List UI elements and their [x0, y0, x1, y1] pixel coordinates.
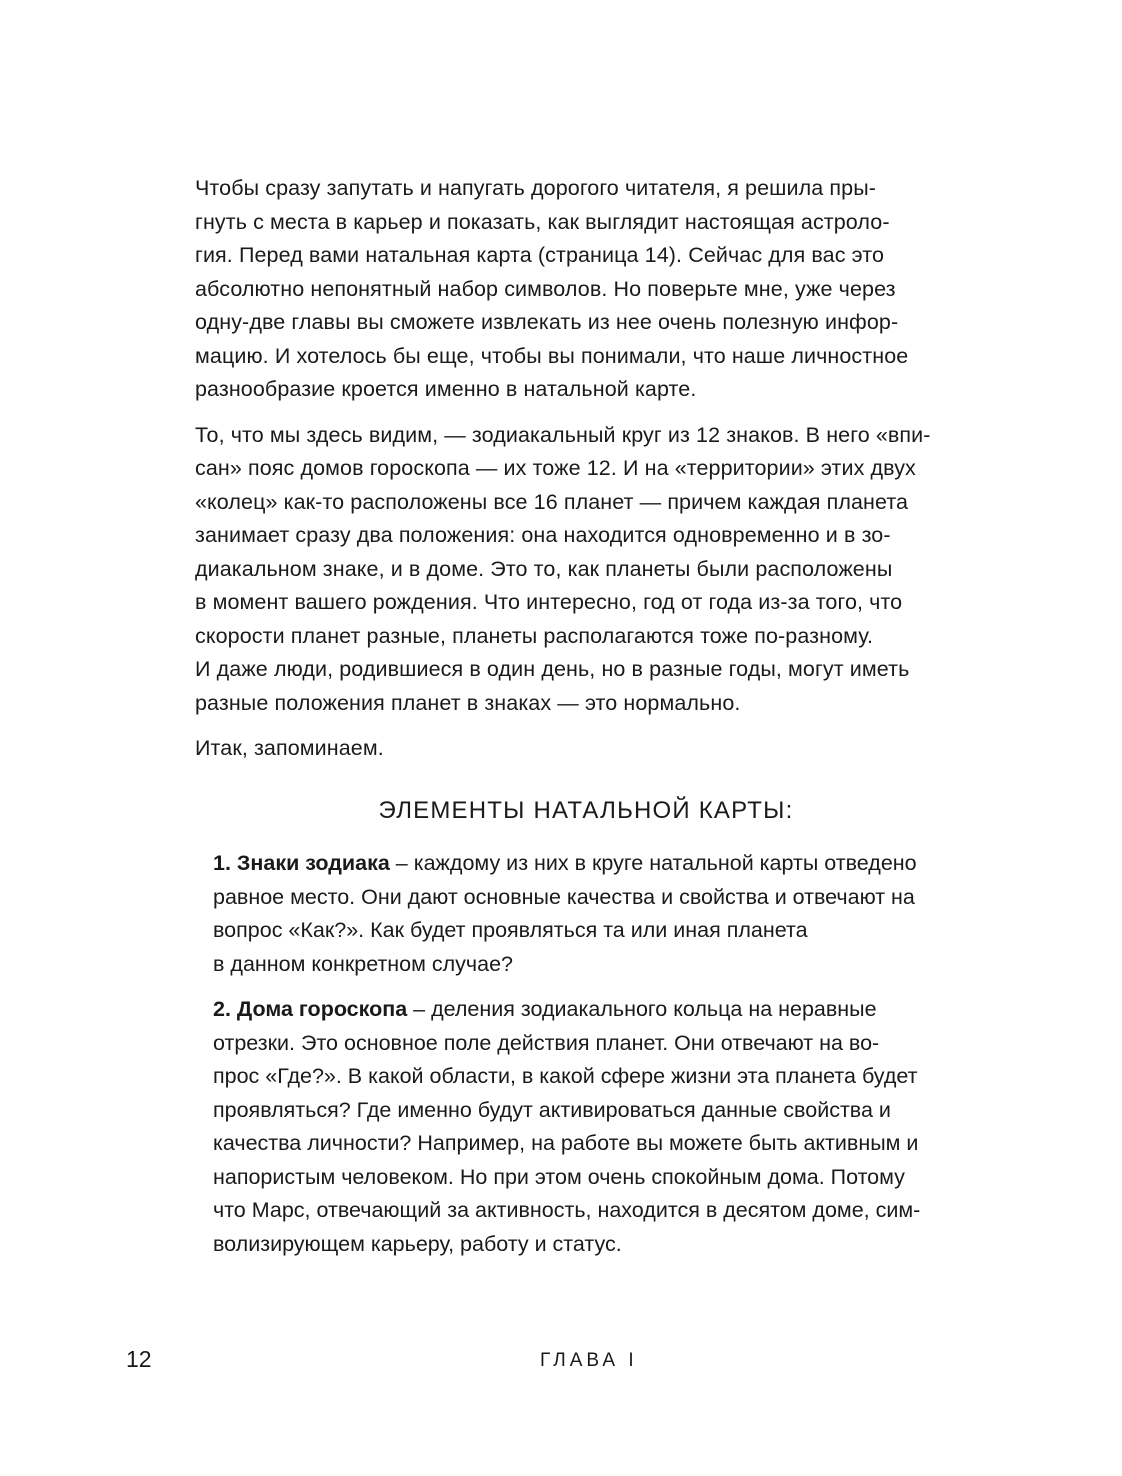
text-line: прос «Где?». В какой области, в какой сфере жизни эта планета будет — [213, 1064, 918, 1088]
paragraph-remember — [195, 732, 980, 766]
text-line: сан» пояс домов гороскопа — их тоже 12. И на «территории» этих двух — [195, 456, 916, 480]
text-line: одну-две главы вы сможете извлекать из нее очень полезную инфор- — [195, 310, 899, 334]
list-item-first-line — [213, 847, 993, 881]
list-item-zodiac-signs — [213, 847, 993, 981]
text-line: гия. Перед вами натальная карта (страница 14). Сейчас для вас это — [195, 243, 885, 267]
text-line: занимает сразу два положения: она находится одновременно и в зо- — [195, 523, 891, 547]
text-line: что Марс, отвечающий за активность, находится в десятом доме, сим- — [213, 1198, 921, 1222]
text-line: в момент вашего рождения. Что интересно, год от года из-за того, что — [195, 590, 903, 614]
text-line: скорости планет разные, планеты располагаются тоже по-разному. — [195, 623, 874, 648]
text-line: равное место. Они дают основные качества и свойства и отвечают на — [213, 884, 915, 909]
page-number: 12 — [126, 1346, 152, 1372]
body-text — [195, 172, 980, 778]
text-line: разные положения планет в знаках — это нормально. — [195, 690, 741, 715]
list-item-text: – деления зодиакального кольца на неравные — [407, 997, 877, 1021]
text-line: в данном конкретном случае? — [213, 951, 513, 976]
text-line: И даже люди, родившиеся в один день, но в разные годы, могут иметь — [195, 657, 910, 681]
text-line: проявляться? Где именно будут активироваться данные свойства и — [213, 1097, 891, 1122]
text-line: абсолютно непонятный набор символов. Но поверьте мне, уже через — [195, 276, 896, 301]
paragraph-intro — [195, 172, 980, 407]
list-item-houses — [213, 993, 993, 1261]
text-line: Чтобы сразу запутать и напугать дорогого читателя, я решила пры- — [195, 176, 877, 200]
list-item-text: – каждому из них в круге натальной карты отведено — [389, 851, 917, 875]
text-line: гнуть с места в карьер и показать, как выглядит настоящая астроло- — [195, 209, 890, 234]
paragraph-zodiac-circle — [195, 419, 980, 721]
text-line: диакальном знаке, и в доме. Это то, как планеты были расположены — [195, 556, 893, 581]
list-item-term: 2. Дома гороскопа — [213, 997, 408, 1021]
list-item-first-line — [213, 993, 993, 1027]
list-item-term: 1. Знаки зодиака — [213, 851, 390, 875]
text-line: То, что мы здесь видим, — зодиакальный круг из 12 знаков. В него «впи- — [195, 422, 931, 447]
running-footer-chapter: ГЛАВА I — [540, 1350, 638, 1371]
text-line: качества личности? Например, на работе вы можете быть активным и — [213, 1131, 919, 1155]
text-line: напористым человеком. Но при этом очень спокойным дома. Потому — [213, 1164, 905, 1189]
text-line: Итак, запоминаем. — [195, 736, 384, 760]
text-line: вопрос «Как?». Как будет проявляться та или иная планета — [213, 918, 808, 942]
text-line: волизирующем карьеру, работу и статус. — [213, 1231, 622, 1256]
text-line: «колец» как-то расположены все 16 планет — причем каждая планета — [195, 489, 909, 514]
text-line: мацию. И хотелось бы еще, чтобы вы понимали, что наше личностное — [195, 343, 909, 368]
elements-list — [213, 847, 993, 1273]
section-heading: ЭЛЕМЕНТЫ НАТАЛЬНОЙ КАРТЫ: — [378, 797, 794, 824]
text-line: отрезки. Это основное поле действия планет. Они отвечают на во- — [213, 1030, 880, 1055]
text-line: разнообразие кроется именно в натальной карте. — [195, 377, 697, 401]
